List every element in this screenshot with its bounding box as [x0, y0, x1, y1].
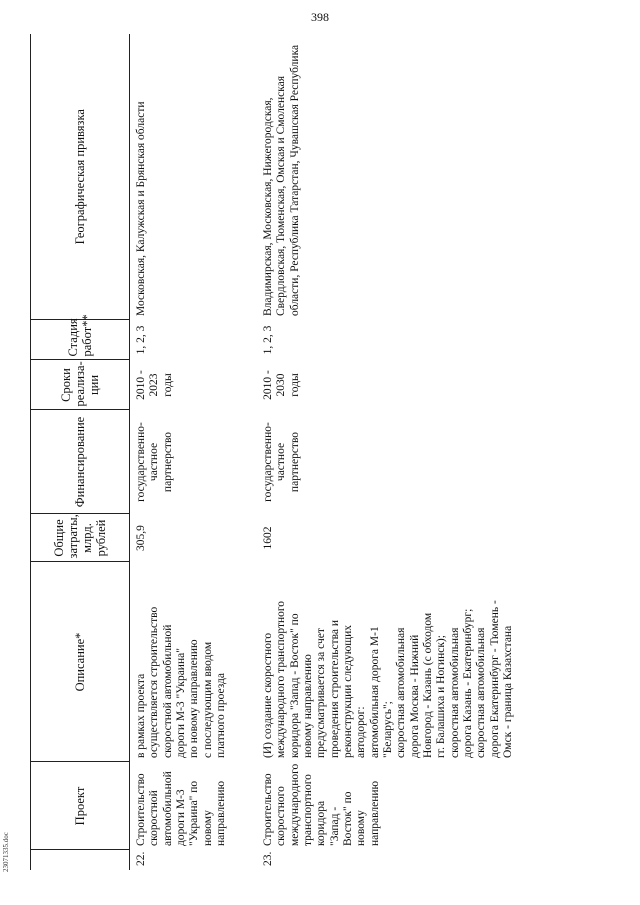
description-line: Новгород - Казань (с обходом: [421, 612, 434, 758]
description-line: скоростная автомобильная: [475, 627, 488, 758]
page-number: 398: [311, 10, 329, 24]
row-cost: 305,9: [135, 525, 147, 551]
row-description: [257, 562, 517, 762]
row-project: Строительство скоростного международного транспортного коридора "Запад - Восток" по новому направлению: [262, 763, 381, 846]
header-stage: Стадия работ**: [31, 320, 130, 360]
header-period: Сроки реализа-ции: [31, 360, 130, 410]
header-number: [31, 850, 130, 870]
description-line: проведения строительства и: [328, 620, 341, 758]
description-line: по новому направлению: [188, 639, 201, 758]
row-cost: 1602: [262, 526, 274, 550]
row-stage: 1, 2, 3: [135, 325, 147, 355]
header-cost: Общие затраты, млрд. рублей: [31, 514, 130, 562]
description-line: Омск - граница Казахстана: [501, 625, 514, 758]
description-line: в рамках проекта: [135, 673, 147, 758]
header-project: Проект: [31, 762, 130, 850]
row-financing: государственно-частное партнерство: [135, 422, 174, 502]
description-line: скоростная автомобильная: [448, 627, 461, 758]
row-period: 2010 - 2023 годы: [135, 370, 174, 400]
description-line: реконструкции следующих: [341, 624, 354, 758]
description-line: (И) создание скоростного: [262, 632, 274, 758]
table-row: [130, 34, 258, 870]
description-line: дорога Екатеринбург - Тюмень -: [488, 600, 501, 758]
row-geo: Московская, Калужская и Брянская области: [135, 101, 147, 316]
header-description: Описание*: [31, 562, 130, 762]
description-line: автомобильная дорога М-1: [368, 626, 381, 758]
description-line: "Беларусь";: [381, 701, 394, 758]
row-number: 23.: [262, 851, 274, 866]
document-code: 23071335.doc: [2, 832, 10, 872]
description-line: коридора "Запад - Восток" по: [288, 613, 301, 758]
header-geo: Географическая привязка: [31, 34, 130, 320]
row-project: Строительство скоростной автомобильной дороги М-3 "Украина" по новому направлению: [135, 771, 227, 846]
description-line: международного транспортного: [275, 600, 288, 758]
row-financing: государственно-частное партнерство: [262, 422, 301, 502]
row-description: [130, 562, 258, 762]
table-row: [257, 34, 517, 870]
description-line: платного проезда: [214, 672, 227, 758]
row-number: 22.: [135, 851, 147, 866]
description-line: дорога Москва - Нижний: [408, 634, 421, 758]
description-line: скоростная автомобильная: [395, 627, 408, 758]
row-stage: 1, 2, 3: [262, 325, 274, 355]
projects-table: [30, 34, 517, 870]
description-line: автодорог:: [355, 706, 368, 758]
description-line: дорога Казань - Екатеринбург;: [461, 608, 474, 758]
table-header-row: [31, 34, 130, 870]
description-line: предусматривается за счет: [315, 628, 328, 758]
row-geo: Владимирская, Московская, Нижегородская, Свердловская, Тюменская, Омская и Смоленская области, Республика Татарстан, Чувашская Республика: [262, 44, 301, 316]
description-line: скоростной автомобильной: [161, 624, 174, 758]
row-period: 2010 - 2030 годы: [262, 370, 301, 400]
description-line: с последующим вводом: [201, 641, 214, 758]
description-line: гг. Балашиха и Ногинск);: [435, 635, 448, 758]
rotated-table-container: [30, 34, 605, 870]
description-line: осуществляется строительство: [148, 606, 161, 758]
header-financing: Финансирование: [31, 410, 130, 514]
description-line: дороги М-3 "Украина": [174, 648, 187, 758]
description-line: новому направлению: [301, 654, 314, 758]
